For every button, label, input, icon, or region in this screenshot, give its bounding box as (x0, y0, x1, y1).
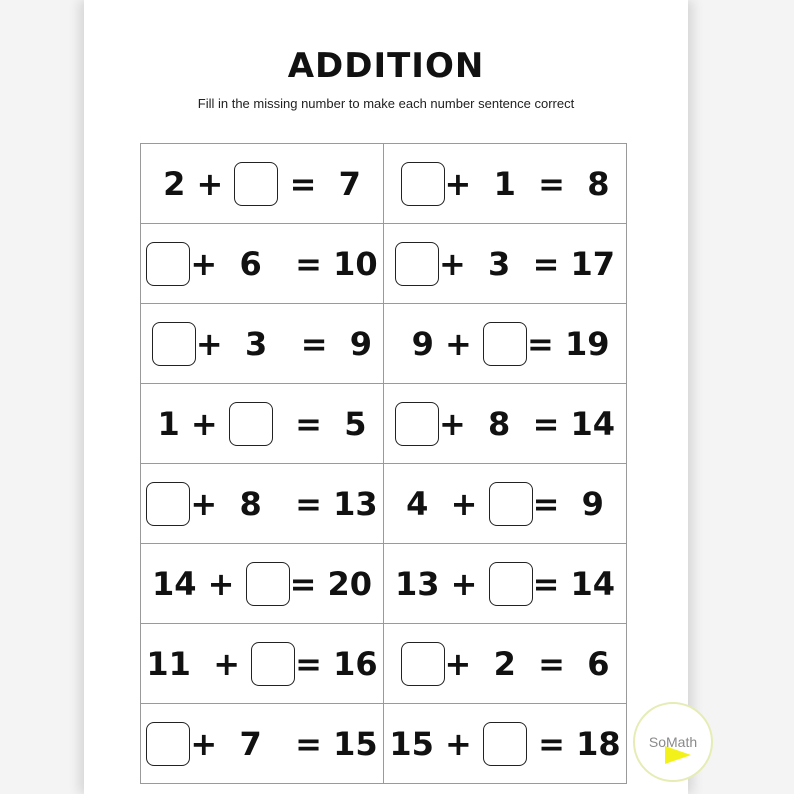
equation-text: = 14 (532, 564, 616, 603)
worksheet-page (84, 0, 688, 794)
answer-box[interactable] (146, 242, 190, 286)
equation-text: = 16 (295, 644, 378, 683)
answer-box[interactable] (152, 322, 196, 366)
equation-text: 9 + (400, 324, 483, 363)
answer-box[interactable] (483, 322, 527, 366)
problem-cell (384, 464, 627, 544)
answer-box[interactable] (483, 722, 527, 766)
problem-cell (384, 224, 627, 304)
answer-box[interactable] (234, 162, 278, 206)
answer-box[interactable] (395, 402, 439, 446)
answer-box[interactable] (251, 642, 295, 686)
equation-text: + 2 = 6 (444, 644, 610, 683)
answer-box[interactable] (229, 402, 273, 446)
equation-text: = 19 (527, 324, 610, 363)
equation-text: + 3 = 9 (195, 324, 373, 363)
somath-logo (633, 702, 713, 782)
equation-text: 4 + (406, 484, 489, 523)
equation-text: 13 + (394, 564, 489, 603)
problem-cell (384, 624, 627, 704)
equation-text: = 20 (289, 564, 373, 603)
problem-cell (384, 384, 627, 464)
equation-text: 14 + (151, 564, 246, 603)
equation-text: + 8 = 13 (190, 484, 378, 523)
answer-box[interactable] (401, 162, 445, 206)
worksheet-title: ADDITION (287, 46, 485, 86)
problem-cell (141, 464, 384, 544)
problem-cell (384, 304, 627, 384)
answer-box[interactable] (395, 242, 439, 286)
logo-text: SoMath (648, 734, 698, 750)
answer-box[interactable] (489, 482, 533, 526)
equation-text: + 3 = 17 (438, 244, 616, 283)
answer-box[interactable] (146, 482, 190, 526)
equation-text: 2 + (163, 164, 235, 203)
equation-text: 1 + (157, 404, 229, 443)
answer-box[interactable] (489, 562, 533, 606)
problem-cell (141, 624, 384, 704)
equation-text: + 7 = 15 (190, 724, 378, 763)
problem-cell (141, 544, 384, 624)
problem-grid (140, 143, 627, 784)
equation-text: 11 + (146, 644, 252, 683)
equation-text: = 9 (532, 484, 604, 523)
problem-cell (141, 144, 384, 224)
problem-cell (384, 544, 627, 624)
problem-cell (384, 704, 627, 784)
problem-cell (141, 704, 384, 784)
problem-cell (141, 304, 384, 384)
problem-cell (141, 224, 384, 304)
equation-text: 15 + (389, 724, 483, 763)
answer-box[interactable] (401, 642, 445, 686)
equation-text: + 8 = 14 (438, 404, 616, 443)
problem-cell (384, 144, 627, 224)
equation-text: + 1 = 8 (444, 164, 610, 203)
worksheet-instructions: Fill in the missing number to make each number sentence correct (197, 96, 575, 111)
equation-text: = 7 (278, 164, 361, 203)
problem-cell (141, 384, 384, 464)
answer-box[interactable] (146, 722, 190, 766)
equation-text: = 18 (527, 724, 621, 763)
answer-box[interactable] (246, 562, 290, 606)
equation-text: + 6 = 10 (190, 244, 378, 283)
equation-text: = 5 (272, 404, 367, 443)
